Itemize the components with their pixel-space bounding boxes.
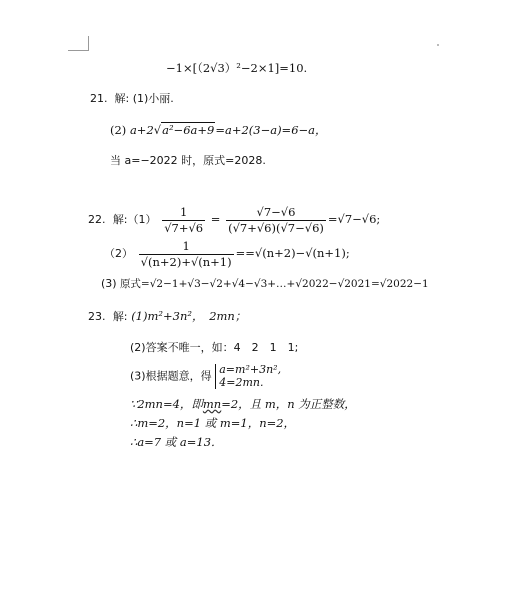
q21-part2-a: a+2: [129, 123, 154, 137]
q22-part3-text: 原式=√2−1+√3−√2+√4−√3+…+√2022−√2021=√2022−1: [119, 278, 429, 290]
q22-part3-line: [101, 278, 429, 291]
q23-line6-text: ∴a=7 或 a=13．: [130, 435, 223, 449]
q22-part2-label: （2）: [104, 247, 133, 261]
q20-result: −1×[（2√3）²−2×1]=10.: [166, 61, 308, 75]
q22-fraction-1: [162, 206, 205, 234]
q21-heading: [90, 93, 174, 105]
q23-line5: [130, 417, 295, 430]
q22-part1-line: 22. 解:（1） $\frac{1}{√7+√6}$ = $\frac{√7-√6}{(√7+√6)(√7-√6)}$ =√7−√6;: [88, 205, 381, 235]
q23-line5-text: ∴m=2，n=1 或 m=1，n=2，: [130, 416, 296, 430]
q23-system-eq1: a=m²+3n²,: [219, 363, 282, 376]
q23-part1-line: [88, 310, 246, 323]
q22-fraction-3: [139, 240, 234, 268]
q21-part3: 当 a=−2022 时，原式=2028.: [110, 154, 266, 167]
q22-f3-numerator: 1: [182, 239, 190, 253]
q22-part3-label: (3): [101, 277, 117, 290]
q20-final-line: [166, 62, 307, 75]
q23-system-eq2: 4=2mn.: [219, 375, 264, 389]
q23-jie: 解:: [112, 310, 128, 323]
q21-part2-line: [110, 124, 327, 137]
q23-part2: (2)答案不唯一，如：4 2 1 1;: [130, 341, 299, 354]
q22-f3-denominator: √(n+2)+√(n+1): [140, 254, 232, 269]
q22-part2-line: （2） $\frac{1}{√(n+2)+√(n+1)}$ ==√(n+2)−√(n+1);: [104, 239, 350, 269]
q23-line4-b: =2，且 m，n 为正整数，: [221, 397, 356, 411]
q21-part1: (1)小丽.: [132, 92, 174, 105]
q22-fraction-2: [226, 206, 326, 234]
q23-number: 23.: [88, 310, 106, 323]
q22-f1-denominator: √7+√6: [164, 220, 204, 235]
q23-part2-line: [130, 342, 298, 354]
q22-jie: 解:: [112, 213, 128, 227]
q21-part3-line: [110, 155, 266, 167]
q21-part2-b: =a+2(3−a)=6−a，: [215, 123, 327, 137]
q22-f2-numerator: √7−√6: [256, 205, 296, 219]
q23-line4-a: ∵2mn=4，即: [130, 397, 203, 411]
q22-number: 22.: [88, 213, 106, 227]
q22-part1-label: （1）: [127, 213, 157, 227]
q21-radicand: a²−6a+9: [162, 123, 215, 137]
q23-part1: (1)m²+3n²， 2mn；: [131, 309, 247, 323]
q23-equation-system: [215, 364, 281, 389]
q22-part1-result: =√7−√6;: [327, 212, 381, 227]
q21-part2-label: (2): [110, 123, 127, 137]
q23-part3-line: [130, 364, 281, 389]
q23-line4-mn: mn: [202, 397, 222, 411]
q23-part3-label: (3)根据题意，得: [130, 369, 212, 383]
margin-dot: [437, 44, 439, 46]
q21-number: 21.: [90, 92, 108, 105]
q22-f1-numerator: 1: [179, 205, 188, 219]
q21-jie: 解:: [114, 92, 130, 105]
q22-part2-result: =√(n+2)−√(n+1);: [245, 246, 350, 261]
page-corner-mark: [68, 36, 89, 51]
q22-f2-denominator: (√7+√6)(√7−√6): [228, 220, 324, 235]
q21-sqrt: √a²−6a+9: [153, 123, 215, 137]
q23-line6: [130, 436, 223, 449]
q23-line4: [130, 398, 356, 411]
